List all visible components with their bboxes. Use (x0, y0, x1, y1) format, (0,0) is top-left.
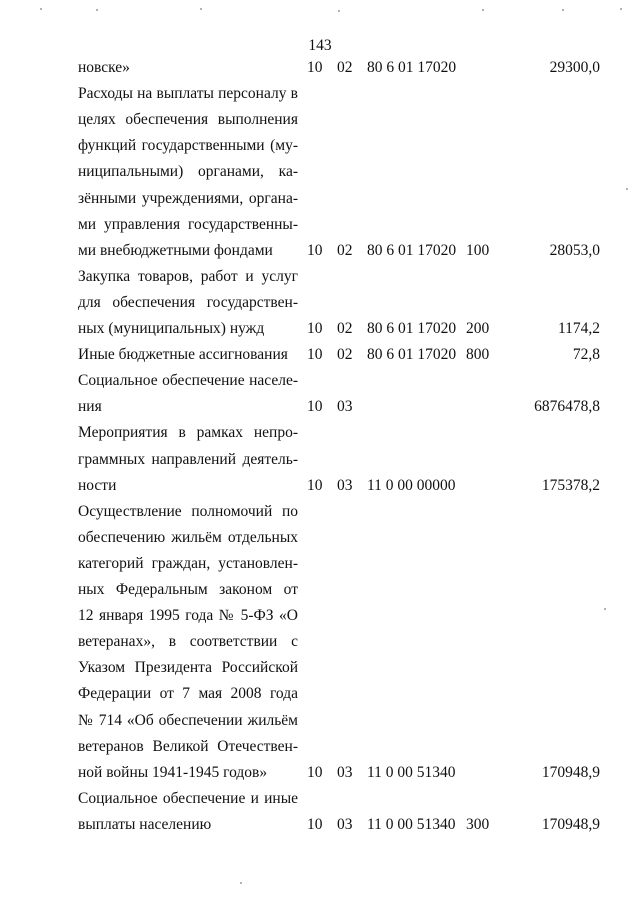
table-row-line (0, 815, 640, 841)
table-row-line (0, 136, 640, 162)
row-description: ной войны 1941-1945 годов» (78, 763, 268, 781)
expense-type-code: 100 (466, 241, 490, 259)
row-description: Иные бюджетные ассигнования (78, 346, 288, 364)
row-description: ветеранах», в соответствии с (78, 633, 298, 651)
row-description: ми управления государственны- (78, 215, 298, 233)
amount-value: 170948,9 (541, 763, 600, 781)
row-description: Мероприятия в рамках непро- (78, 424, 298, 442)
amount-value: 1174,2 (557, 320, 600, 337)
row-description: ных Федеральным законом от (78, 581, 298, 598)
subsection-code: 02 (337, 241, 353, 259)
table-row-line (0, 684, 640, 710)
section-code: 10 (307, 476, 323, 494)
section-code: 10 (307, 59, 323, 76)
section-code: 10 (307, 763, 323, 781)
table-row-line (0, 215, 640, 241)
scan-speck (620, 8, 622, 10)
table-row-line (0, 423, 640, 449)
amount-value: 6876478,8 (534, 398, 600, 416)
table-row-line (0, 397, 640, 423)
scan-speck (96, 9, 98, 11)
row-description: Социальное обеспечение и иные (78, 789, 298, 807)
table-row-line (0, 241, 640, 267)
table-row-line (0, 371, 640, 397)
table-row-line (0, 189, 640, 215)
table-row-line (0, 450, 640, 476)
table-row-line (0, 737, 640, 763)
section-code: 10 (307, 320, 323, 337)
row-description: Федерации от 7 мая 2008 года (78, 685, 298, 703)
subsection-code: 02 (337, 320, 353, 337)
subsection-code: 03 (337, 815, 353, 833)
subsection-code: 03 (337, 476, 353, 494)
table-row-line (0, 789, 640, 815)
subsection-code: 03 (337, 398, 353, 416)
row-description: целях обеспечения выполнения (78, 111, 298, 129)
amount-value: 28053,0 (549, 241, 600, 259)
row-description: для обеспечения государствен- (78, 293, 298, 311)
row-description: категорий граждан, установлен- (78, 554, 298, 572)
table-row-line (0, 267, 640, 293)
amount-value: 170948,9 (541, 815, 600, 833)
amount-value: 72,8 (572, 346, 600, 364)
target-article-code: 80 6 01 17020 (367, 346, 457, 364)
section-code: 10 (307, 398, 323, 416)
expense-type-code: 300 (466, 815, 490, 833)
row-description: выплаты населению (78, 815, 212, 833)
scan-speck (626, 188, 628, 190)
table-row-line (0, 110, 640, 136)
table-row-line (0, 476, 640, 502)
target-article-code: 80 6 01 17020 (367, 59, 457, 76)
target-article-code: 80 6 01 17020 (367, 320, 457, 337)
row-description: Осуществление полномочий по (78, 502, 298, 520)
table-row-line (0, 606, 640, 632)
amount-value: 175378,2 (541, 476, 600, 494)
row-description: 12 января 1995 года № 5-ФЗ «О (78, 607, 298, 625)
scan-speck (338, 10, 340, 12)
scan-speck (40, 8, 42, 10)
row-description: ных (муниципальных) нужд (78, 320, 265, 337)
table-row-line (0, 528, 640, 554)
target-article-code: 80 6 01 17020 (367, 241, 457, 259)
table-row-line (0, 293, 640, 319)
scan-speck (604, 608, 606, 610)
scan-speck (482, 9, 484, 11)
row-description: Закупка товаров, работ и услуг (78, 267, 298, 285)
table-row-line (0, 162, 640, 188)
subsection-code: 03 (337, 763, 353, 781)
table-row-line (0, 632, 640, 658)
row-description: граммных направлений деятель- (78, 450, 298, 468)
row-description: ми внебюджетными фондами (78, 241, 273, 259)
expense-type-code: 200 (466, 320, 490, 337)
row-description: Указом Президента Российской (78, 659, 298, 677)
row-description: Социальное обеспечение населе- (78, 372, 298, 390)
row-description: обеспечению жильём отдельных (78, 528, 298, 546)
table-row-line (0, 554, 640, 580)
section-code: 10 (307, 241, 323, 259)
subsection-code: 02 (337, 346, 353, 364)
row-description: новске» (78, 59, 130, 76)
row-description: функций государственными (му- (78, 137, 298, 155)
subsection-code: 02 (337, 59, 353, 76)
table-row-line (0, 658, 640, 684)
table-row-line (0, 345, 640, 371)
amount-value: 29300,0 (549, 59, 600, 76)
target-article-code: 11 0 00 00000 (367, 476, 456, 494)
table-row-line (0, 84, 640, 110)
scan-speck (200, 8, 202, 10)
table-row-line (0, 319, 640, 345)
table-row-line (0, 763, 640, 789)
table-row-line (0, 580, 640, 606)
row-description: зёнными учреждениями, органа- (78, 189, 298, 207)
page-number: 143 (308, 37, 332, 54)
target-article-code: 11 0 00 51340 (367, 763, 456, 781)
row-description: ветеранов Великой Отечествен- (78, 737, 298, 755)
row-description: ности (78, 476, 117, 494)
section-code: 10 (307, 346, 323, 364)
expense-type-code: 800 (466, 346, 490, 364)
row-description: № 714 «Об обеспечении жильём (78, 711, 298, 729)
row-description: ниципальными) органами, ка- (78, 163, 298, 181)
row-description: Расходы на выплаты персоналу в (78, 85, 298, 103)
scan-speck (562, 9, 564, 11)
table-row-line (0, 502, 640, 528)
table-row-line (0, 711, 640, 737)
table-row-line (0, 58, 640, 84)
row-description: ния (78, 398, 102, 416)
section-code: 10 (307, 815, 323, 833)
scan-speck (240, 882, 242, 884)
target-article-code: 11 0 00 51340 (367, 815, 456, 833)
